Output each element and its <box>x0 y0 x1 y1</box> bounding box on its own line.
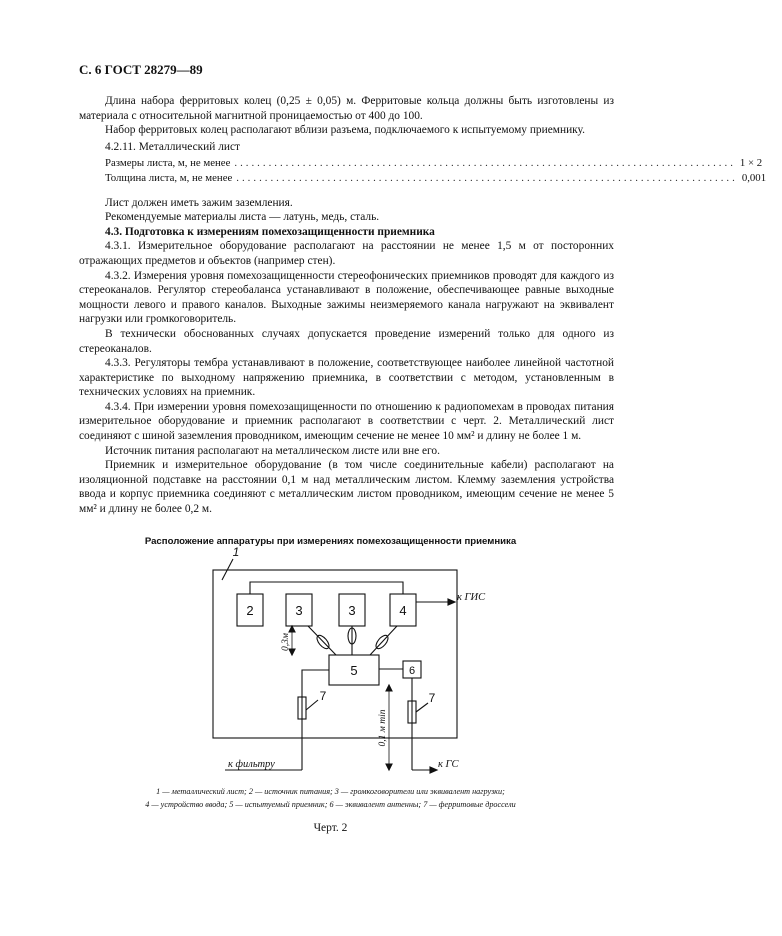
paragraph: Длина набора ферритовых колец (0,25 ± 0,05) м. Ферритовые кольца должны быть изготовлены из материала с относительной магнитной проницаемостью от 400 до 100. <box>79 95 614 122</box>
paragraph-4-3-2: 4.3.2. Измерения уровня помехозащищенности стереофонических приемников проводят для каждого из стереоканалов. Регулятор стереобаланса устанавливают в положение, обеспечивающее равные выходные мощности левого и правого каналов. Выходные зажимы неизмеряемого канала нагружают на эквивалент нагрузки или громкоговоритель. <box>79 269 614 326</box>
input-cable <box>370 626 397 655</box>
dot-leader: ........................................................................................ <box>234 157 736 170</box>
figure-title: Расположение аппаратуры при измерениях помехозащищенности приемника <box>144 536 517 547</box>
arrow-head <box>386 764 392 770</box>
label-antenna-equivalent: 6 <box>408 665 416 677</box>
section-4-3-heading: 4.3. Подготовка к измерениям помехозащищенности приемника <box>105 225 435 238</box>
power-bus-wire <box>250 582 403 594</box>
paragraph: В технически обоснованных случаях допускается проведение измерений только для одного из стереоканалов. <box>79 327 614 355</box>
leader-line <box>306 700 318 710</box>
label-power-source: 2 <box>246 603 254 618</box>
paragraph: Рекомендуемые материалы листа — латунь, медь, сталь. <box>105 211 380 224</box>
label-sheet: 1 <box>232 545 240 559</box>
speaker-cable <box>308 626 336 655</box>
arrow-head <box>430 767 437 773</box>
arrow-head <box>448 599 455 605</box>
body-text <box>79 94 767 517</box>
paragraph: Лист должен иметь зажим заземления. <box>105 196 293 209</box>
dot-leader: ........................................................................................ <box>236 171 738 184</box>
dimension-0-1m-min: 0,1 м min <box>378 709 388 747</box>
dimension-0-3m: 0,3м <box>281 633 291 651</box>
row-value: 0,001 <box>741 171 767 184</box>
page-header: С. 6 ГОСТ 28279—89 <box>79 62 203 77</box>
equipment-layout-diagram <box>0 540 661 780</box>
label-choke: 7 <box>428 691 436 705</box>
paragraph-4-3-4: 4.3.4. При измерении уровня помехозащищенности по отношению к радиопомехам в проводах питания измерительное оборудование и приемник располагают в соответствии с черт. 2. Металлический лист соединяют с шиной заземления проводником, имеющим сечение не менее 10 мм² и длину не более 1 м. <box>79 400 614 443</box>
figure-number: Черт. 2 <box>313 822 348 834</box>
leader-line <box>416 703 428 712</box>
label-to-filter: к фильтру <box>228 759 275 770</box>
paragraph-4-3-3: 4.3.3. Регуляторы тембра устанавливают в положение, соответствующее наиболее линейной частотной характеристике по выходному напряжению приемника, в соответствии с методом, установленным в технических условиях на приемник. <box>79 357 614 399</box>
row-label: Толщина листа, м, не менее <box>105 171 233 184</box>
arrow-head <box>289 626 295 632</box>
paragraph: Набор ферритовых колец располагают вблизи разъема, подключаемого к испытуемому приемнику. <box>105 124 585 137</box>
label-speaker: 3 <box>295 603 303 618</box>
row-label: Размеры листа, м, не менее <box>105 157 231 170</box>
label-to-gs: к ГС <box>438 759 459 770</box>
label-speaker: 3 <box>348 603 356 618</box>
paragraph: Приемник и измерительное оборудование (в том числе соединительные кабели) располагают на изоляционной подставке на расстоянии 0,1 м над металлическим листом. Клемму заземления устройства ввода и корпус приемника соединяют с металлическим листом проводником, имеющим сечение не менее 5 мм² и длину не более 0,2 м. <box>79 459 614 516</box>
label-input-device: 4 <box>399 603 407 618</box>
table-row <box>105 171 767 186</box>
row-value: 1 × 2 <box>739 157 763 170</box>
label-receiver: 5 <box>350 663 358 678</box>
arrow-head <box>386 685 392 691</box>
table-row <box>105 156 763 171</box>
label-to-gis: к ГИС <box>457 592 486 603</box>
section-4-2-11: 4.2.11. Металлический лист <box>105 140 241 153</box>
figure-legend-line-1: 1 — металлический лист; 2 — источник питания; 3 — громкоговорители или эквивалент нагрузки; <box>156 787 505 796</box>
filter-wire <box>302 670 329 770</box>
figure-legend-line-2: 4 — устройство ввода; 5 — испытуемый приемник; 6 — эквивалент антенны; 7 — ферритовые дроссели <box>145 800 516 809</box>
paragraph-4-3-1: 4.3.1. Измерительное оборудование располагают на расстоянии не менее 1,5 м от посторонних отражающих предметов и объектов (например стен). <box>79 240 614 267</box>
sheet-spec-table <box>79 156 767 185</box>
label-choke: 7 <box>319 689 327 703</box>
paragraph: Источник питания располагают на металлическом листе или вне его. <box>105 444 440 457</box>
